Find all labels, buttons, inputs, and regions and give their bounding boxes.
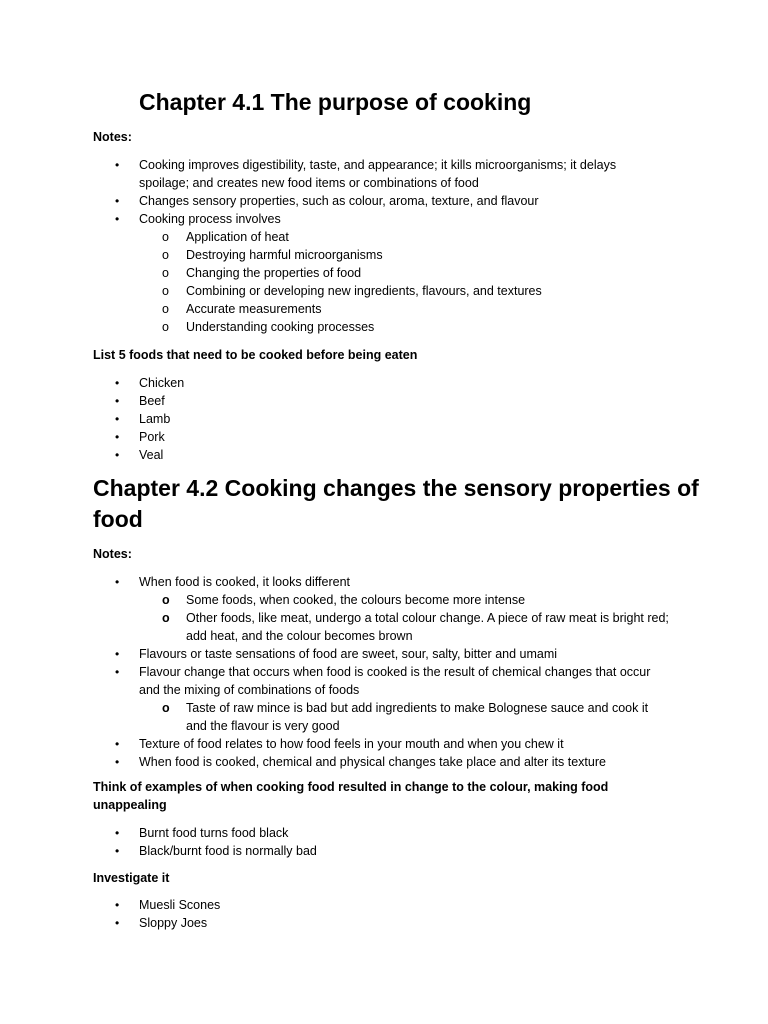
bullet-icon: • xyxy=(115,826,120,840)
think-examples-list xyxy=(0,824,669,860)
circle-bullet-icon: o xyxy=(162,248,169,262)
circle-bullet-icon: o xyxy=(162,593,170,607)
list-item: • Texture of food relates to how food feels in your mouth and when you chew it xyxy=(115,737,564,751)
list-item: • Lamb xyxy=(115,412,171,426)
list-item: • Chicken xyxy=(115,376,185,390)
list-item: • When food is cooked, it looks different xyxy=(115,575,350,589)
list-item: • When food is cooked, chemical and physical changes take place and alter its texture xyxy=(115,755,606,769)
bullet-icon: • xyxy=(115,647,120,661)
bullet-icon: • xyxy=(115,844,120,858)
bullet-icon: • xyxy=(115,755,120,769)
bullet-icon: • xyxy=(115,575,120,589)
notes-label-4-1: Notes: xyxy=(93,130,132,144)
list-item: • Flavour change that occurs when food is cooked is the result of chemical changes that occur and the mixing of combinations of foods xyxy=(115,665,651,697)
investigate-label: Investigate it xyxy=(93,871,170,885)
sub-list-item: o Changing the properties of food xyxy=(162,266,362,280)
sub-list-item: o Some foods, when cooked, the colours become more intense xyxy=(162,593,526,607)
notes-list-4-1 xyxy=(0,156,670,336)
sub-list-item: o Other foods, like meat, undergo a total colour change. A piece of raw meat is bright red; add heat, and the colour becomes brown xyxy=(162,611,669,643)
circle-bullet-icon: o xyxy=(162,320,169,334)
bullet-icon: • xyxy=(115,448,120,462)
investigate-list xyxy=(0,896,669,932)
circle-bullet-icon: o xyxy=(162,266,169,280)
circle-bullet-icon: o xyxy=(162,284,169,298)
circle-bullet-icon: o xyxy=(162,302,169,316)
bullet-icon: • xyxy=(115,916,120,930)
notes-list-4-2 xyxy=(0,573,670,771)
bullet-icon: • xyxy=(115,898,120,912)
list-item: • Changes sensory properties, such as colour, aroma, texture, and flavour xyxy=(115,194,539,208)
sub-list-item: o Application of heat xyxy=(162,230,289,244)
bullet-icon: • xyxy=(115,430,120,444)
bullet-icon: • xyxy=(115,158,120,172)
sub-list-item: o Understanding cooking processes xyxy=(162,320,375,334)
sub-list-item: o Destroying harmful microorganisms xyxy=(162,248,383,262)
list-item: • Muesli Scones xyxy=(115,898,221,912)
circle-bullet-icon: o xyxy=(162,230,169,244)
list-item: • Cooking process involves xyxy=(115,212,281,226)
list-item: • Black/burnt food is normally bad xyxy=(115,844,317,858)
list-item: • Veal xyxy=(115,448,164,462)
circle-bullet-icon: o xyxy=(162,701,170,715)
sub-list-item: o Taste of raw mince is bad but add ingredients to make Bolognese sauce and cook it and the flavour is very good xyxy=(162,701,649,733)
foods-list xyxy=(0,374,669,464)
list-foods-label: List 5 foods that need to be cooked before being eaten xyxy=(93,348,418,362)
sub-list-item: o Combining or developing new ingredients, flavours, and textures xyxy=(162,284,542,298)
list-item: • Cooking improves digestibility, taste, and appearance; it kills microorganisms; it delays spoilage; and creates new food items or combinations of food xyxy=(115,158,617,190)
bullet-icon: • xyxy=(115,212,120,226)
bullet-icon: • xyxy=(115,737,120,751)
circle-bullet-icon: o xyxy=(162,611,170,625)
bullet-icon: • xyxy=(115,376,120,390)
list-item: • Sloppy Joes xyxy=(115,916,208,930)
bullet-icon: • xyxy=(115,394,120,408)
bullet-icon: • xyxy=(115,665,120,679)
list-item: • Burnt food turns food black xyxy=(115,826,289,840)
notes-label-4-2: Notes: xyxy=(93,547,132,561)
chapter-4-2-heading: Chapter 4.2 Cooking changes the sensory properties of food xyxy=(93,475,699,532)
list-item: • Flavours or taste sensations of food are sweet, sour, salty, bitter and umami xyxy=(115,647,558,661)
sub-list-item: o Accurate measurements xyxy=(162,302,322,316)
bullet-icon: • xyxy=(115,412,120,426)
list-item: • Pork xyxy=(115,430,165,444)
chapter-4-1-heading: Chapter 4.1 The purpose of cooking xyxy=(139,89,532,115)
think-examples-label: Think of examples of when cooking food resulted in change to the colour, making food unappealing xyxy=(93,780,609,812)
list-item: • Beef xyxy=(115,394,165,408)
bullet-icon: • xyxy=(115,194,120,208)
